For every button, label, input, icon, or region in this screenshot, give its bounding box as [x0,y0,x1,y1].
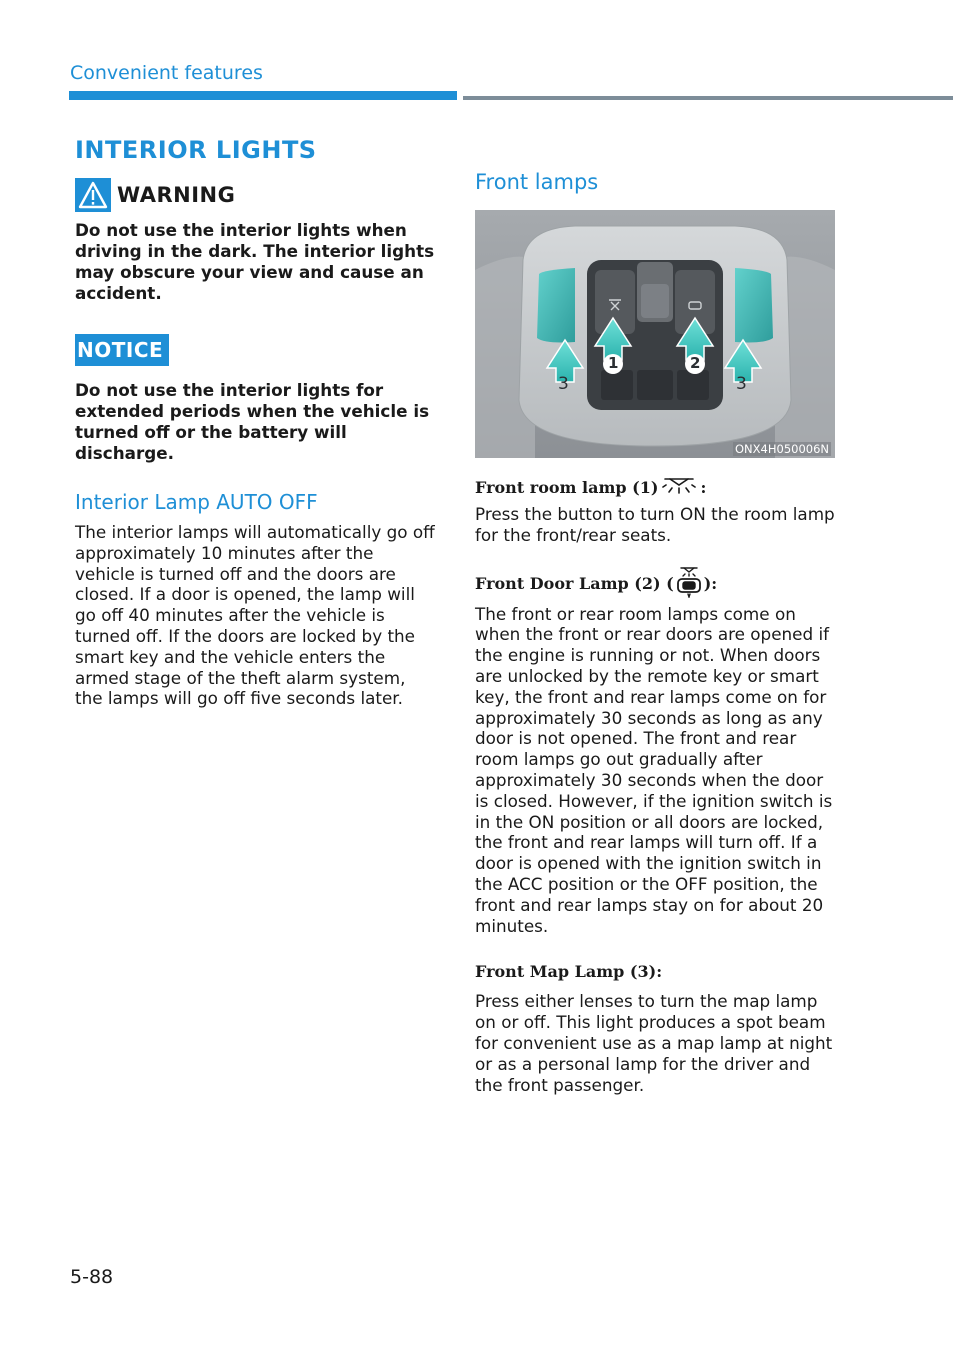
front-door-lamp-text: The front or rear room lamps come on when the front or rear doors are opened if the engine is running or not. When doors are unlocked by the remote key or smart key, the front and rear lamps come on for approximately 30 seconds as long as any door is not opened. The front and rear room lamps go out gradually after approximately 30 seconds when the door is closed. However, if the ignition switch is in the ON position or all doors are locked, the front and rear lamps will turn off. If a door is opened with the ignition switch in the ACC position or the OFF position, the front and rear lamps stay on for about 20 minutes. [475,603,833,936]
item-head-front-map-lamp [475,962,840,981]
page-number: 5-88 [70,1266,114,1288]
item-head-text: Front room lamp (1) [475,477,659,497]
warning-text: Do not use the interior lights when driving in the dark. The interior lights may obscure your view and cause an accident. [75,220,435,303]
left-column [75,136,435,709]
callout-label-3-right: 3 [736,374,747,394]
door-lamp-icon [675,566,703,602]
right-column [475,170,840,1095]
room-lamp-icon [662,476,696,498]
section-title: INTERIOR LIGHTS [75,136,317,164]
callout-label-1: 1 [608,354,619,372]
overhead-console-figure [475,210,835,458]
item-head-text: Front Map Lamp (3): [475,962,663,982]
front-map-lamp-text: Press either lenses to turn the map lamp on or off. This light produces a spot beam for convenient use as a map lamp at night or as a personal lamp for the driver and the front passenger. [475,991,833,1095]
warning-label: WARNING [117,183,236,207]
item-head-text: Front Door Lamp (2) ( [475,574,674,594]
overhead-console-illustration [475,210,835,458]
notice-text: Do not use the interior lights for extended periods when the vehicle is turned off or the battery will discharge. [75,380,430,463]
header-rule-blue [69,91,457,100]
page-header-title: Convenient features [70,62,263,84]
callout-label-3-left: 3 [558,374,569,394]
figure-code: ONX4H050006N [735,442,829,456]
item-head-front-room-lamp [475,476,840,498]
front-lamps-title: Front lamps [475,170,599,194]
auto-off-text: The interior lamps will automatically go off approximately 10 minutes after the vehicle is turned off and the doors are closed. If a door is opened, the lamp will go off 40 minutes after the vehicle is turned off. If the doors are locked by the smart key and the vehicle enters the armed stage of the theft alarm system, the lamps will go off five seconds later. [75,522,435,709]
item-head-suffix: ): [703,574,718,594]
warning-header [75,178,435,212]
item-head-suffix: : [700,477,707,497]
header-rule-gray [463,96,953,100]
callout-label-2: 2 [690,354,701,372]
item-head-front-door-lamp [475,566,840,602]
auto-off-title: Interior Lamp AUTO OFF [75,490,318,514]
front-room-lamp-text: Press the button to turn ON the room lamp for the front/rear seats. [475,504,835,545]
notice-badge: NOTICE [75,334,169,366]
warning-icon [75,178,111,212]
